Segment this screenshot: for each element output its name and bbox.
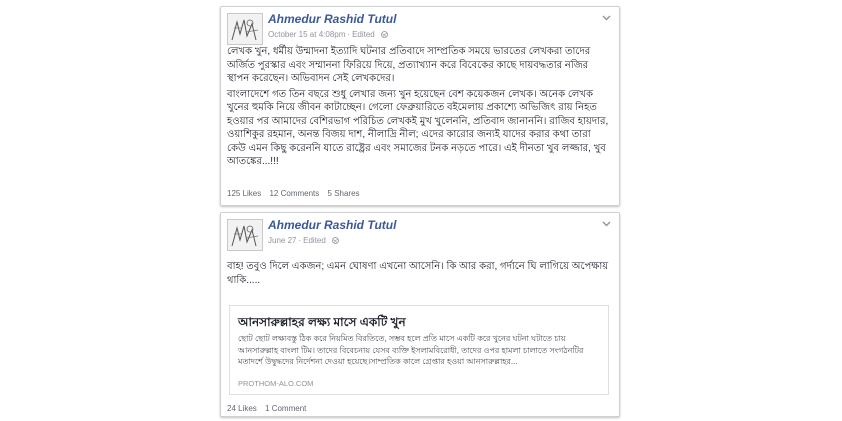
post-date[interactable]: June 27 [268, 236, 297, 245]
shares-count[interactable]: 5 Shares [327, 189, 360, 198]
post-stats [227, 404, 312, 413]
link-description: ছোট ছোট লক্ষ্যবস্তু ঠিক করে নিয়মিত বিরতিতে, সম্ভব হলে প্রতি মাসে একটি করে খুনের ঘটনা ঘটাতে চায় আনসারুল্লাহ বাংলা টিম। তাদের বিবেচনায় যেসব ব্যক্তি ইসলামবিরোধী, তাদের ওপর হামলা চালাতে সংগঠনটির মতাদর্শে উদ্বুদ্ধদের নির্দেশনা দেওয়া হয়েছে।সাম্প্রতিক কালে গ্রেপ্তার হওয়া আনসারুল্লাহর... [238, 334, 584, 366]
post-paragraph: লেখক খুন, ধর্মীয় উন্মাদনা ইত্যাদি ঘটনার প্রতিবাদে সাম্প্রতিক সময়ে ভারতের লেখকরা তাদের অর্জিত পুরস্কার এবং সম্মাননা ফিরিয়ে দিয়ে, প্রত্যাখ্যান করে বিবেকের কাছে দায়বদ্ধতার নজির স্থাপন করেছেন। অভিবাদন সেই লেখকদের। [227, 46, 591, 84]
globe-icon[interactable] [332, 237, 339, 244]
post-meta: October 15 at 4:08pm · Edited [268, 30, 388, 39]
post-stats [227, 189, 366, 198]
comments-count[interactable]: 1 Comment [265, 404, 307, 413]
post-meta: June 27 · Edited [268, 236, 339, 245]
avatar[interactable] [227, 219, 263, 251]
link-preview-card[interactable] [229, 305, 609, 395]
edited-label[interactable]: Edited [352, 30, 375, 39]
post-paragraph: বাংলাদেশে গত তিন বছরে শুধু লেখার জন্য খুন হয়েছেন বেশ কয়েকজন লেখক। অনেক লেখক খুনের হুমকি নিয়ে জীবন কাটাচ্ছেন। গেলো ফেব্রুয়ারিতে বইমেলায় প্রকাশ্যে অভিজিৎ রায় নিহত হওয়ার পর আমাদের বেশিরভাগ পরিচিত লেখকই মুখ খুলেননি, প্রতিবাদ জানাননি। রাজিব হায়দার, ওয়াশিকুর রহমান, অনন্ত বিজয় দাশ, নীলাদ্রি নীল; এদের কারোর জন্যই যাদের করার কথা তারা কেউ এমন কিছু করেননি যাতে রাষ্ট্রের এবং সমাজের টনক নড়তে পারে। এই দীনতা খুব লজ্জার, খুব আতঙ্কের...!!! [227, 88, 609, 167]
likes-count[interactable]: 24 Likes [227, 404, 257, 413]
link-title[interactable]: আনসারুল্লাহর লক্ষ্য মাসে একটি খুন [238, 315, 406, 329]
author-name[interactable]: Ahmedur Rashid Tutul [268, 12, 397, 26]
author-name[interactable]: Ahmedur Rashid Tutul [268, 218, 397, 232]
likes-count[interactable]: 125 Likes [227, 189, 262, 198]
post-text [227, 45, 611, 171]
post-card [220, 212, 620, 417]
edited-label[interactable]: Edited [303, 236, 326, 245]
post-paragraph: বাহ! তবুও দিলে একজন; এমন ঘোষণা এখনো আসেনি। কি আর করা, গর্দানে ঘি লাগিয়ে অপেক্ষায় থাকি..... [227, 261, 609, 286]
chevron-down-icon[interactable] [602, 219, 611, 229]
post-text [227, 260, 611, 289]
link-domain: PROTHOM-ALO.COM [238, 379, 314, 388]
post-card [220, 6, 620, 206]
comments-count[interactable]: 12 Comments [269, 189, 320, 198]
chevron-down-icon[interactable] [602, 13, 611, 23]
globe-icon[interactable] [381, 31, 388, 38]
avatar[interactable] [227, 13, 263, 45]
post-date[interactable]: October 15 at 4:08pm [268, 30, 346, 39]
